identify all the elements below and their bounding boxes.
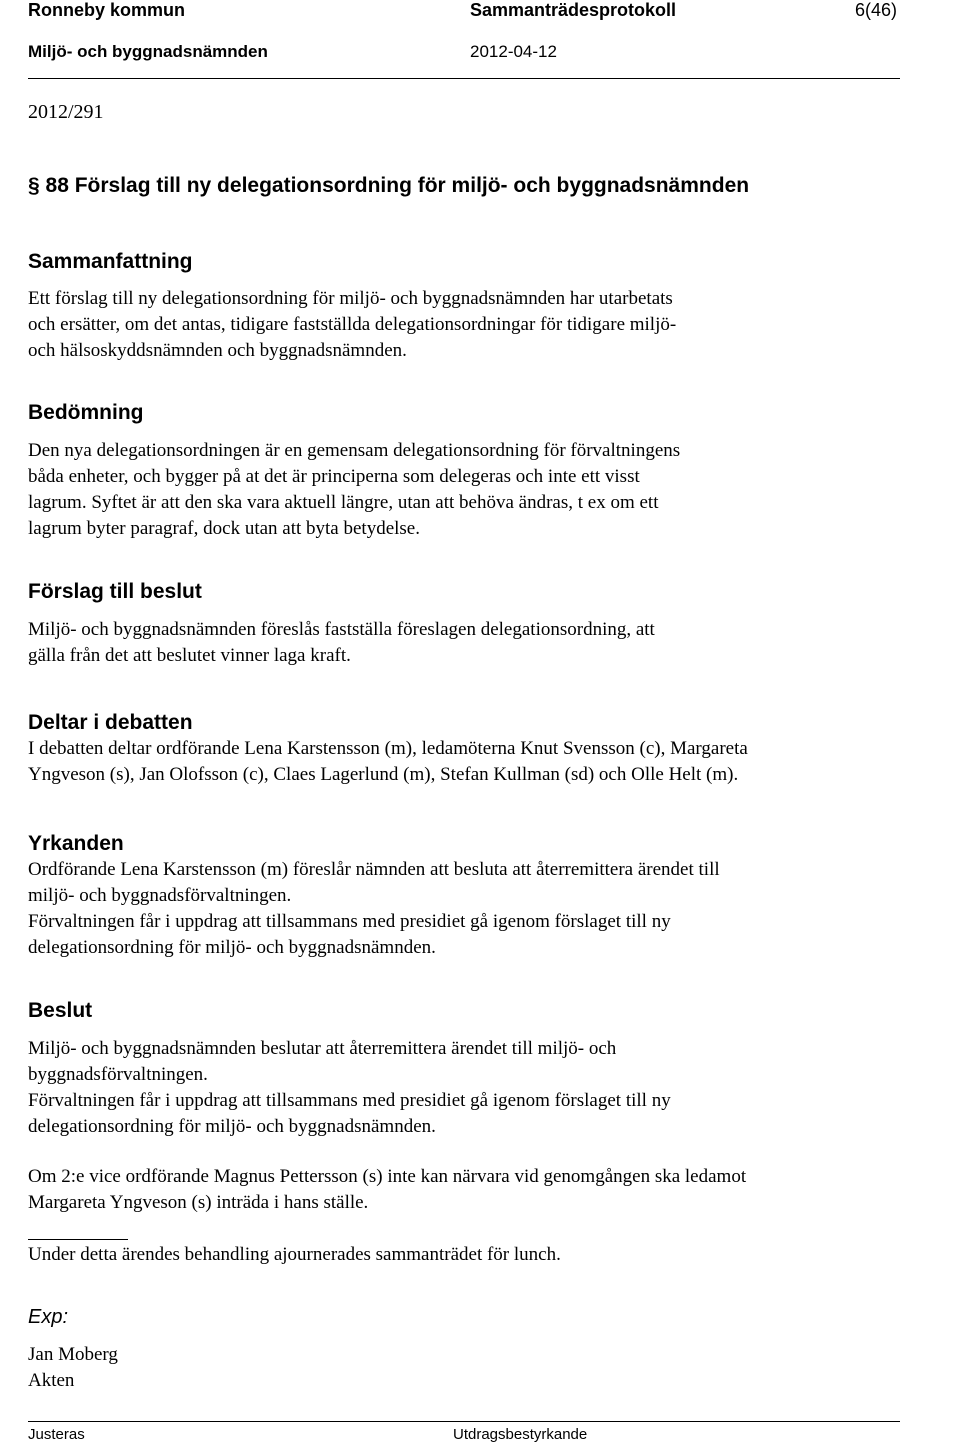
section-heading-beslut: Beslut — [28, 999, 93, 1022]
bedomning-line: båda enheter, och bygger på at det är principerna som delegeras och inte ett visst — [28, 466, 640, 487]
sammanfattning-line: Ett förslag till ny delegationsordning för miljö- och byggnadsnämnden har utarbetats — [28, 288, 673, 309]
meeting-date: 2012-04-12 — [470, 42, 557, 61]
header-divider — [28, 78, 900, 79]
beslut-note — [28, 1164, 746, 1216]
adjournment-line: Under detta ärendes behandling ajournerades sammanträdet för lunch. — [28, 1244, 561, 1265]
recipient: Jan Moberg — [28, 1344, 118, 1365]
section-heading-forslag: Förslag till beslut — [28, 580, 202, 603]
deltar-line: Yngveson (s), Jan Olofsson (c), Claes Lagerlund (m), Stefan Kullman (sd) och Olle Helt (m). — [28, 764, 739, 785]
footer-justeras: Justeras — [28, 1426, 85, 1443]
committee-name: Miljö- och byggnadsnämnden — [28, 42, 268, 61]
forslag-line: gälla från det att beslutet vinner laga kraft. — [28, 645, 351, 666]
beslut-text — [28, 1036, 671, 1140]
beslut-line: byggnadsförvaltningen. — [28, 1064, 208, 1085]
municipality-name: Ronneby kommun — [28, 0, 186, 20]
beslut-line: Miljö- och byggnadsnämnden beslutar att återremittera ärendet till miljö- och — [28, 1038, 617, 1059]
deltar-text — [28, 736, 748, 788]
beslut-note-line: Margareta Yngveson (s) inträda i hans ställe. — [28, 1192, 369, 1213]
yrkanden-line: miljö- och byggnadsförvaltningen. — [28, 885, 292, 906]
beslut-line: Förvaltningen får i uppdrag att tillsammans med presidiet gå igenom förslaget till ny — [28, 1090, 671, 1111]
bedomning-line: Den nya delegationsordningen är en gemensam delegationsordning för förvaltningens — [28, 440, 681, 461]
yrkanden-line: Ordförande Lena Karstensson (m) föreslår nämnden att besluta att återremittera ärendet till — [28, 859, 720, 880]
section-heading-deltar: Deltar i debatten — [28, 711, 193, 734]
section-heading-sammanfattning: Sammanfattning — [28, 250, 193, 273]
footer-divider — [28, 1421, 900, 1422]
expedition-label: Exp: — [28, 1306, 69, 1328]
section-heading-yrkanden: Yrkanden — [28, 832, 124, 855]
bedomning-text — [28, 438, 680, 542]
bedomning-line: lagrum. Syftet är att den ska vara aktuell längre, utan att behöva ändras, t ex om ett — [28, 492, 659, 513]
yrkanden-line: Förvaltningen får i uppdrag att tillsammans med presidiet gå igenom förslaget till ny — [28, 911, 671, 932]
sammanfattning-line: och hälsoskyddsnämnden och byggnadsnämnden. — [28, 340, 407, 361]
beslut-note-line: Om 2:e vice ordförande Magnus Pettersson (s) inte kan närvara vid genomgången ska ledamot — [28, 1166, 747, 1187]
sammanfattning-text — [28, 286, 676, 364]
recipient: Akten — [28, 1370, 75, 1391]
page-number: 6(46) — [855, 0, 898, 20]
forslag-line: Miljö- och byggnadsnämnden föreslås fastställa föreslagen delegationsordning, att — [28, 619, 655, 640]
separator-line — [28, 1239, 128, 1240]
section-heading-bedomning: Bedömning — [28, 401, 144, 424]
document-type: Sammanträdesprotokoll — [470, 0, 677, 20]
case-number: 2012/291 — [28, 101, 104, 123]
forslag-text — [28, 617, 655, 669]
yrkanden-line: delegationsordning för miljö- och byggnadsnämnden. — [28, 937, 436, 958]
beslut-line: delegationsordning för miljö- och byggnadsnämnden. — [28, 1116, 436, 1137]
adjournment-note — [28, 1242, 561, 1268]
item-title: § 88 Förslag till ny delegationsordning för miljö- och byggnadsnämnden — [28, 174, 750, 197]
sammanfattning-line: och ersätter, om det antas, tidigare fastställda delegationsordningar för tidigare miljö- — [28, 314, 677, 335]
yrkanden-text — [28, 857, 720, 961]
footer-utdragsbestyrkande: Utdragsbestyrkande — [453, 1426, 588, 1443]
deltar-line: I debatten deltar ordförande Lena Karstensson (m), ledamöterna Knut Svensson (c), Margareta — [28, 738, 748, 759]
expedition-recipients — [28, 1342, 118, 1394]
bedomning-line: lagrum byter paragraf, dock utan att byta betydelse. — [28, 518, 420, 539]
